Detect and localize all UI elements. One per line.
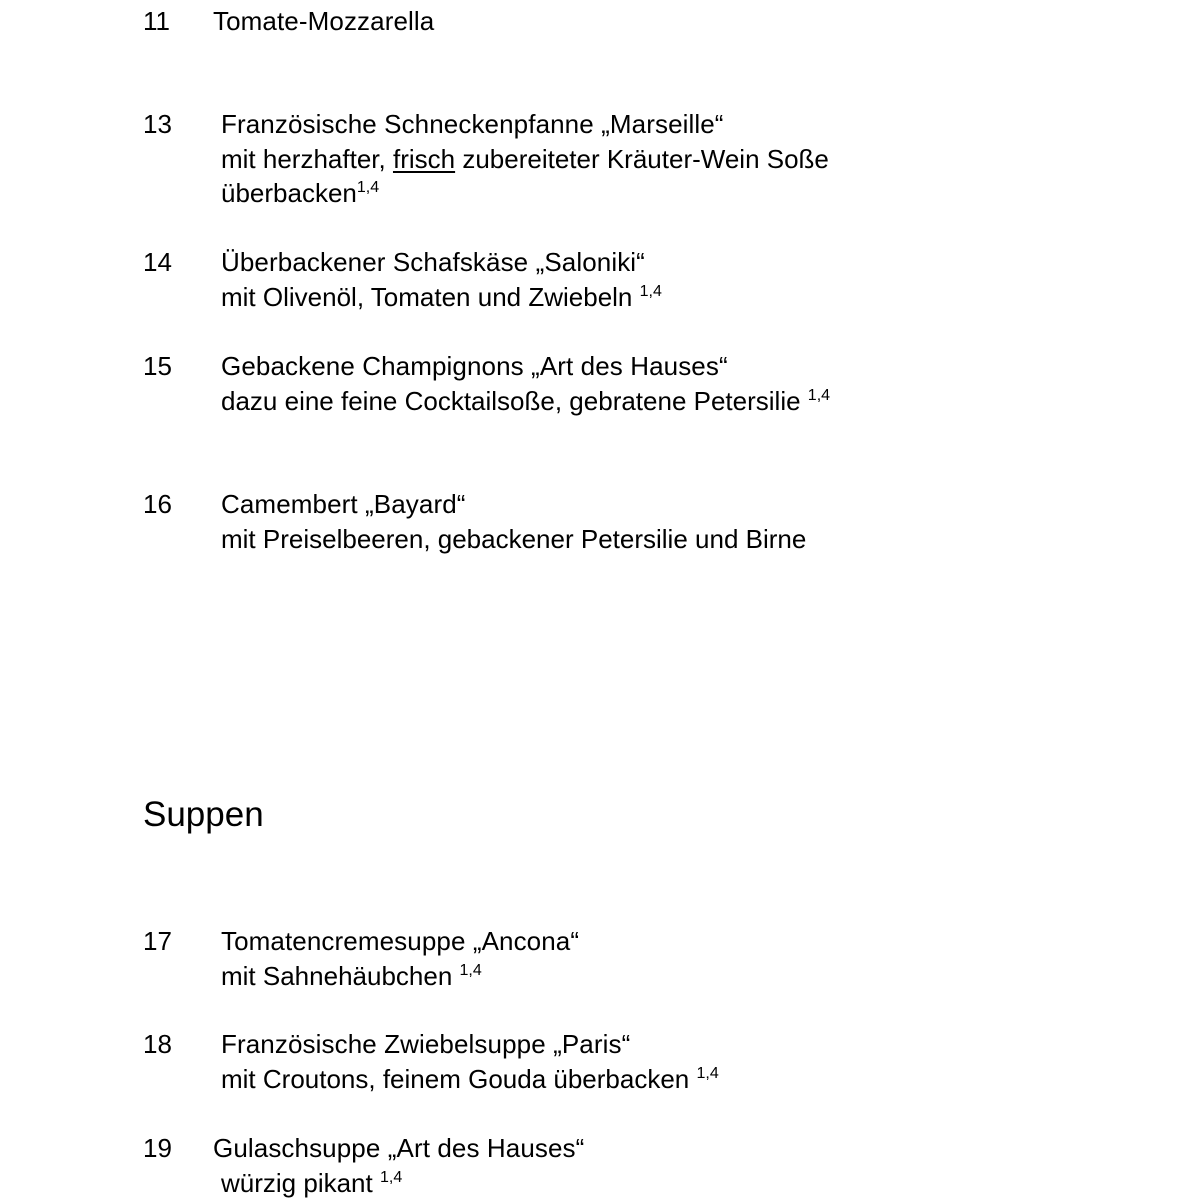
item-number: 19	[143, 1133, 172, 1163]
item-description	[221, 142, 829, 177]
description-text: mit Olivenöl, Tomaten und Zwiebeln	[221, 281, 640, 312]
item-title: Tomatencremesuppe „Ancona“	[221, 926, 580, 956]
description-text: würzig pikant	[221, 1167, 380, 1198]
item-description	[221, 384, 830, 419]
item-title: Französische Zwiebelsuppe „Paris“	[221, 1029, 631, 1059]
description-text: zubereiteter Kräuter-Wein Soße	[455, 143, 829, 174]
section-heading-soups: Suppen	[143, 795, 264, 834]
item-number: 16	[143, 489, 172, 519]
allergen-codes: 1,4	[356, 179, 380, 196]
item-title: Überbackener Schafskäse „Saloniki“	[221, 247, 645, 277]
description-text: überbacken	[221, 178, 357, 208]
item-title: Gebackene Champignons „Art des Hauses“	[221, 351, 728, 381]
item-number: 17	[143, 926, 172, 956]
allergen-codes: 1,4	[696, 1064, 719, 1082]
item-description	[221, 1062, 719, 1097]
allergen-codes: 1,4	[639, 282, 662, 300]
item-number: 18	[143, 1029, 172, 1059]
item-number: 11	[143, 6, 170, 36]
item-description	[221, 176, 829, 211]
description-text: mit Sahnehäubchen	[221, 960, 460, 991]
description-text: mit Croutons, feinem Gouda überbacken	[221, 1063, 697, 1094]
item-title: Französische Schneckenpfanne „Marseille“	[221, 109, 724, 139]
item-number: 14	[143, 247, 172, 277]
item-description	[221, 1166, 402, 1200]
allergen-codes: 1,4	[459, 961, 482, 979]
item-number: 13	[143, 109, 172, 139]
item-number: 15	[143, 351, 172, 381]
item-description	[221, 280, 662, 315]
allergen-codes: 1,4	[807, 386, 831, 404]
item-title: Tomate-Mozzarella	[213, 6, 435, 36]
item-title: Gulaschsuppe „Art des Hauses“	[213, 1133, 585, 1163]
item-description: mit Preiselbeeren, gebackener Petersilie und Birne	[221, 523, 807, 554]
allergen-codes: 1,4	[379, 1168, 403, 1186]
description-text: dazu eine feine Cocktailsoße, gebratene Petersilie	[221, 385, 808, 416]
underlined-word: frisch	[392, 143, 456, 174]
item-title: Camembert „Bayard“	[221, 489, 466, 519]
description-text: mit herzhafter,	[221, 143, 393, 174]
item-description	[221, 959, 579, 994]
